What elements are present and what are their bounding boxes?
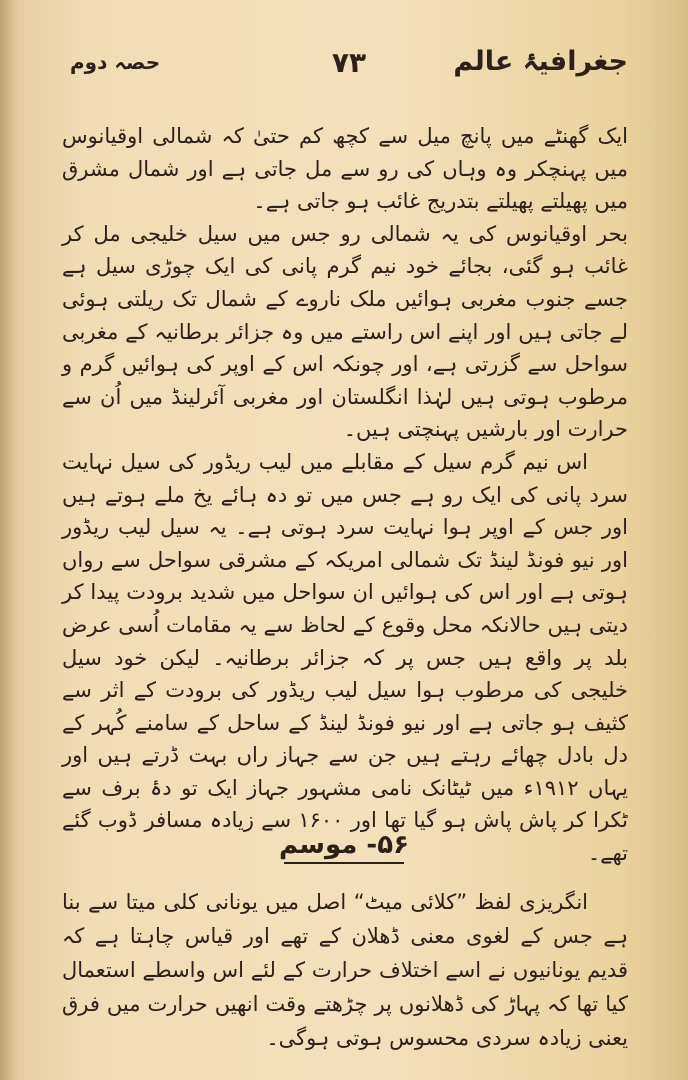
paragraph: انگریزی لفظ ”کلائی میٹ“ اصل میں یونانی کلی میتا سے بنا ہے جس کے لغوی معنی ڈھلان کے تھے اور قیاس چاہتا ہے کہ قدیم یونانیوں نے اسے اختلاف حرارت کے لئے اس واسطے استعمال کیا تھا کہ پہاڑ کی ڈھلانوں پر چڑھتے وقت انھیں حرارت میں فرق یعنی زیادہ سردی محسوس ہوتی ہوگی۔ [62, 890, 628, 1050]
paragraph: ایک گھنٹے میں پانچ میل سے کچھ کم حتیٰ کہ شمالی اوقیانوس میں پہنچکر وہ وہاں کی رو سے مل جاتی ہے اور شمال مشرق میں پھیلتے پھیلتے بتدریج غائب ہو جاتی ہے۔ [62, 124, 628, 214]
paragraph: بحر اوقیانوس کی یہ شمالی رو جس میں سیل خلیجی مل کر غائب ہو گئی، بجائے خود نیم گرم پانی کی ایک چوڑی سیل ہے جسے جنوب مغربی ہوائیں ملک ناروے کے شمال تک ریلتی ہوئی لے جاتی ہیں اور اپنے اس راستے میں وہ جزائر برطانیہ کے مغربی سواحل سے گزرتی ہے، اور چونکہ اس کے اوپر کی ہوائیں گرم و مرطوب ہوتی ہیں لہٰذا انگلستان اور مغربی آئرلینڈ میں اُن سے حرارت اور بارشیں پہنچتی ہیں۔ [62, 221, 628, 442]
part-label: حصہ دوم [70, 50, 161, 74]
section-heading [0, 830, 688, 864]
section-heading-text: ۵۶- موسم [279, 830, 409, 860]
book-title: جغرافیۂ عالم [453, 46, 628, 77]
page-header [70, 40, 628, 90]
main-text [62, 120, 628, 870]
page-number: ۷۳ [331, 46, 367, 79]
paragraph: اس نیم گرم سیل کے مقابلے میں لیب ریڈور کی سیل نہایت سرد پانی کی ایک رو ہے جس میں تو دہ ہائے یخ ملے ہوتے ہیں اور جس کے اوپر ہوا نہایت سرد ہوتی ہے۔ یہ سیل لیب ریڈور اور نیو فونڈ لینڈ تک شمالی امریکہ کے مشرقی سواحل سے رواں ہوتی ہے اور اس کی ہوائیں ان سواحل میں شدید برودت پیدا کر دیتی ہیں حالانکہ محل وقوع کے لحاظ سے یہ مقامات اُسی عرض بلد پر واقع ہیں جس پر کہ جزائر برطانیہ۔ لیکن خود سیل خلیجی کی مرطوب ہوا سیل لیب ریڈور کی برودت کے اثر سے کثیف ہو جاتی ہے اور نیو فونڈ لینڈ کے ساحل کے سامنے کُہر کے دل بادل چھائے رہتے ہیں جن سے جہاز راں بہت ڈرتے ہیں اور یہاں ۱۹۱۲ء میں ٹیٹانک نامی مشہور جہاز ایک تو دۂ برف سے ٹکرا کر پاش پاش ہو گیا تھا اور ۱۶۰۰ سے زیادہ مسافر ڈوب گئے تھے۔ [62, 449, 628, 866]
binding-shadow [0, 0, 18, 1080]
heading-underline [284, 862, 404, 864]
section-text [62, 885, 628, 1055]
